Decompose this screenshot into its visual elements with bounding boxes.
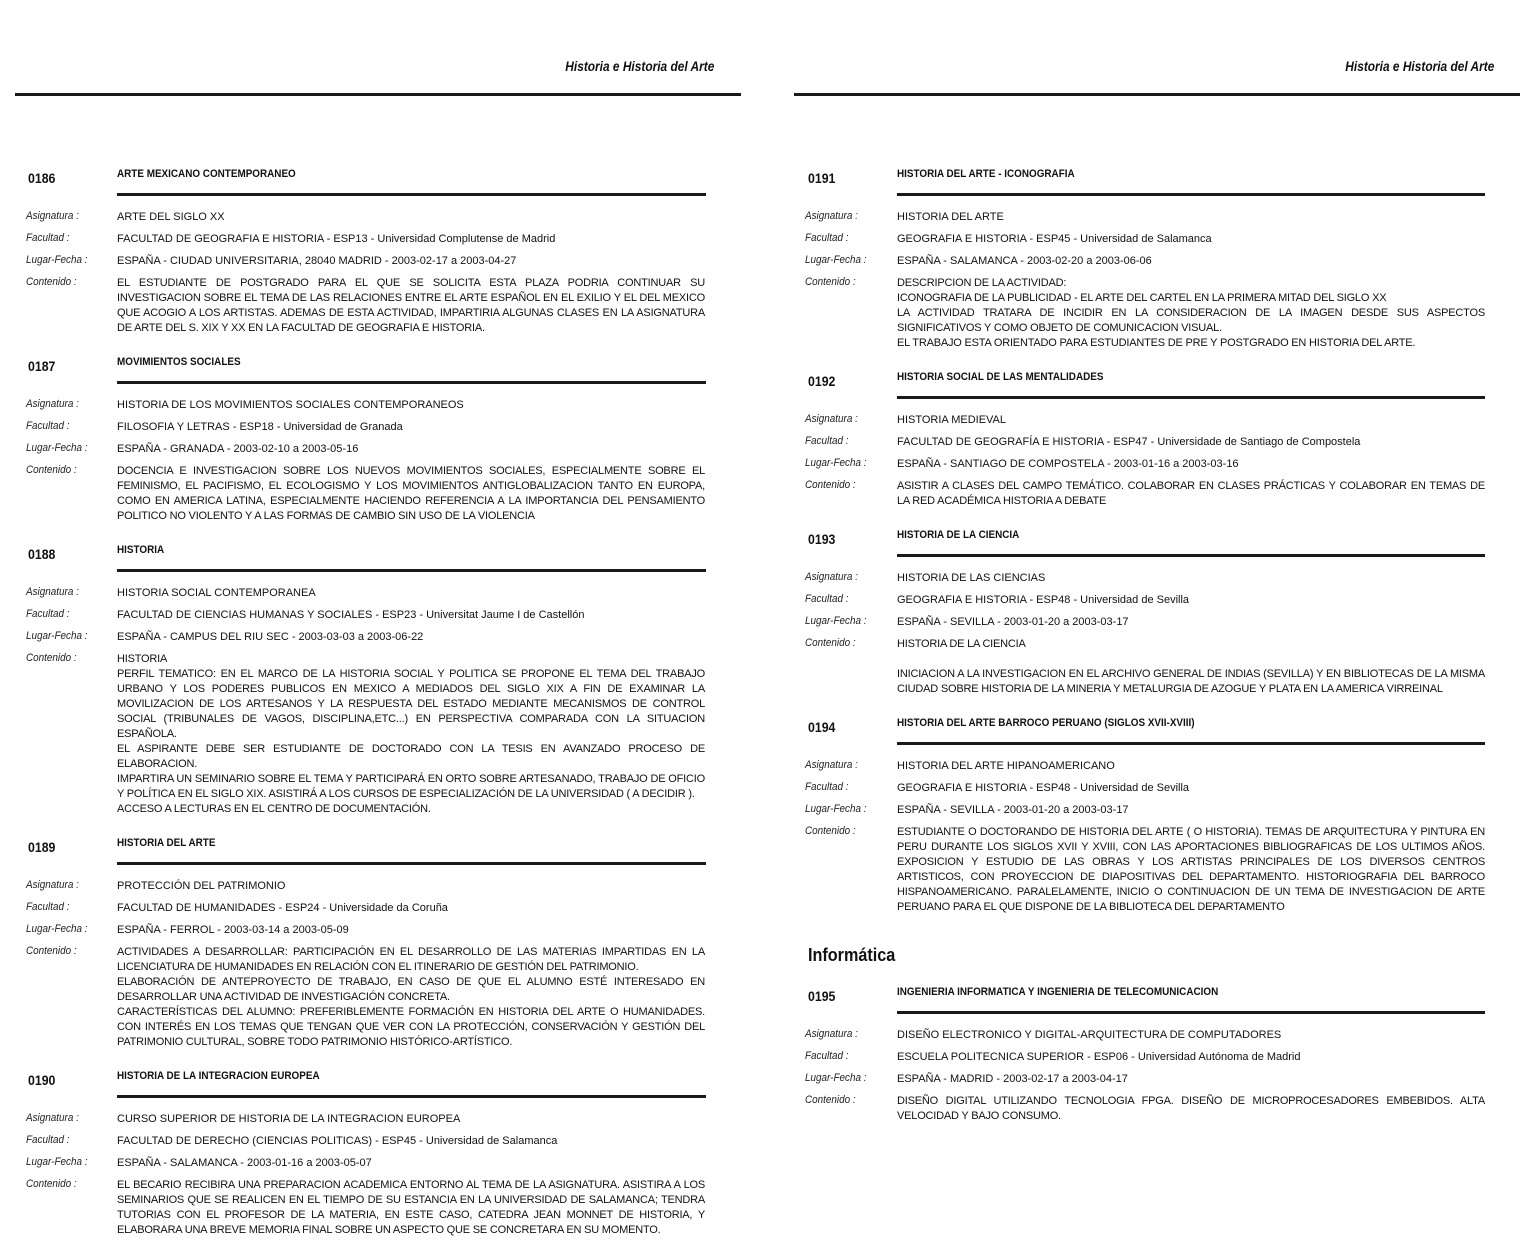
lugar-fecha-value: ESPAÑA - SEVILLA - 2003-01-20 a 2003-03-17 [897,804,1129,816]
entry-rule [117,193,706,196]
asignatura-row [780,757,1532,779]
asignatura-value: HISTORIA DEL ARTE HIPANOAMERICANO [897,760,1115,772]
lugar-fecha-label: Lugar-Fecha : [805,803,867,815]
facultad-value: GEOGRAFIA E HISTORIA - ESP48 - Universidad de Sevilla [897,594,1190,606]
entry-title: HISTORIA DEL ARTE [117,837,216,849]
entry-number: 0192 [808,373,836,389]
facultad-label: Facultad : [805,232,849,244]
asignatura-row [0,208,766,230]
facultad-label: Facultad : [805,1050,849,1062]
contenido-label: Contenido : [26,1178,77,1190]
facultad-label: Facultad : [805,781,849,793]
right-header-rule [794,93,1520,96]
facultad-value: FILOSOFIA Y LETRAS - ESP18 - Universidad de Granada [117,421,403,433]
lugar-fecha-label: Lugar-Fecha : [26,630,88,642]
asignatura-label: Asignatura : [26,1112,79,1124]
right-entries [780,166,1532,1142]
asignatura-value: HISTORIA DE LOS MOVIMIENTOS SOCIALES CONTEMPORANEOS [117,399,464,411]
entry-body [780,411,1532,509]
contenido-label: Contenido : [805,1094,856,1106]
contenido-value: DESCRIPCION DE LA ACTIVIDAD: ICONOGRAFIA DE LA PUBLICIDAD - EL ARTE DEL CARTEL EN LA PRIMERA MITAD DEL SIGLO XX LA ACTIVIDAD TRATARA DE INCIDIR EN LA CONSIDERACION DE LA IMAGEN DESDE SUS ASPECTOS SIGNIFICATIVOS Y COMO OBJETO DE COMUNICACION VISUAL. EL TRABAJO ESTA ORIENTADO PARA ESTUDIANTES DE PRE Y POSTGRADO EN HISTORIA DEL ARTE. [897,277,1485,349]
facultad-row [0,1132,766,1154]
lugar-fecha-row [0,252,766,274]
facultad-value: GEOGRAFIA E HISTORIA - ESP45 - Universidad de Salamanca [897,233,1212,245]
asignatura-value: DISEÑO ELECTRONICO Y DIGITAL-ARQUITECTURA DE COMPUTADORES [897,1029,1282,1041]
facultad-label: Facultad : [805,593,849,605]
entry-title: HISTORIA DE LA CIENCIA [897,529,1020,541]
entry-title: HISTORIA [117,544,165,556]
entry [0,1068,766,1238]
entry-title: ARTE MEXICANO CONTEMPORANEO [117,168,296,180]
entry-body [0,1110,766,1238]
right-page [780,0,1532,1238]
asignatura-row [780,569,1532,591]
lugar-fecha-label: Lugar-Fecha : [805,615,867,627]
contenido-row [0,943,766,1050]
contenido-value: HISTORIA PERFIL TEMATICO: EN EL MARCO DE LA HISTORIA SOCIAL Y POLITICA SE PROPONE EL TEMA DEL TRABAJO URBANO Y LOS PODERES PUBLICOS EN MEXICO A MEDIADOS DEL SIGLO XIX A FIN DE EXAMINAR LA MOVILIZACION DE LOS ARTESANOS Y LA RESPUESTA DEL ESTADO MEDIANTE MECANISMOS DE CONTROL SOCIAL (TRIBUNALES DE VAGOS, DISCIPLINA,ETC...) EN PERSPECTIVA COMPARADA CON LA SITUACION ESPAÑOLA. EL ASPIRANTE DEBE SER ESTUDIANTE DE DOCTORADO CON LA TESIS EN AVANZADO PROCESO DE ELABORACION. IMPARTIRA UN SEMINARIO SOBRE EL TEMA Y PARTICIPARÁ EN ORTO SOBRE ARTESANADO, TRABAJO DE OFICIO Y POLÍTICA EN EL SIGLO XIX. ASISTIRÁ A LOS CURSOS DE ESPECIALIZACIÓN DE LA UNIVERSIDAD ( A DECIDIR ). ACCESO A LECTURAS EN EL CENTRO DE DOCUMENTACIÓN. [117,653,705,815]
lugar-fecha-row [780,252,1532,274]
entry-rule [897,396,1485,399]
entry-body [0,584,766,817]
asignatura-value: PROTECCIÓN DEL PATRIMONIO [117,880,286,892]
entry-header [780,369,1532,399]
left-header-rule [15,93,741,96]
lugar-fecha-row [0,921,766,943]
contenido-value: DOCENCIA E INVESTIGACION SOBRE LOS NUEVOS MOVIMIENTOS SOCIALES, ESPECIALMENTE SOBRE EL FEMINISMO, EL PACIFISMO, EL ECOLOGISMO Y LOS MOVIMIENTOS ANTIGLOBALIZACION TANTO EN EUROPA, COMO EN AMERICA LATINA, ESPECIALMENTE HACIENDO REFERENCIA A LA IMPORTANCIA DEL PENSAMIENTO POLITICO NO VIOLENTO Y A LAS FORMAS DE CAMBIO SIN USO DE LA VIOLENCIA [117,465,705,522]
entry-body [780,1026,1532,1124]
right-entries-list [780,166,1532,915]
contenido-row [780,823,1532,915]
asignatura-value: HISTORIA MEDIEVAL [897,414,1007,426]
entry-number: 0190 [28,1072,56,1088]
contenido-row [780,635,1532,697]
contenido-value: EL ESTUDIANTE DE POSTGRADO PARA EL QUE SE SOLICITA ESTA PLAZA PODRIA CONTINUAR SU INVESTIGACION SOBRE EL TEMA DE LAS RELACIONES ENTRE EL ARTE ESPAÑOL EN EL EXILIO Y EL DEL MEXICO QUE ACOGIO A LOS ARTISTAS. ADEMAS DE ESTA ACTIVIDAD, IMPARTIRIA ALGUNAS CLASES EN LA ASIGNATURA DE ARTE DEL S. XIX Y XX EN LA FACULTAD DE GEOGRAFIA E HISTORIA. [117,277,705,334]
contenido-row [0,274,766,336]
asignatura-value: HISTORIA SOCIAL CONTEMPORANEA [117,587,316,599]
lugar-fecha-value: ESPAÑA - CIUDAD UNIVERSITARIA, 28040 MADRID - 2003-02-17 a 2003-04-27 [117,255,517,267]
contenido-label: Contenido : [805,825,856,837]
asignatura-label: Asignatura : [805,571,858,583]
entry-title: HISTORIA DEL ARTE BARROCO PERUANO (SIGLOS XVII-XVIII) [897,717,1195,729]
asignatura-row [780,1026,1532,1048]
contenido-label: Contenido : [26,652,77,664]
entry-number: 0194 [808,719,836,735]
facultad-row [780,230,1532,252]
asignatura-label: Asignatura : [805,759,858,771]
facultad-label: Facultad : [26,608,70,620]
facultad-row [780,1048,1532,1070]
lugar-fecha-row [780,1070,1532,1092]
lugar-fecha-row [780,455,1532,477]
contenido-row [780,274,1532,351]
entry-body [780,569,1532,697]
section-title: Informática [808,945,896,965]
entry-title: INGENIERIA INFORMATICA Y INGENIERIA DE TELECOMUNICACION [897,986,1219,998]
asignatura-value: HISTORIA DEL ARTE [897,211,1004,223]
entry-header [780,715,1532,745]
facultad-value: FACULTAD DE GEOGRAFIA E HISTORIA - ESP13 - Universidad Complutense de Madrid [117,233,556,245]
facultad-label: Facultad : [26,1134,70,1146]
facultad-value: GEOGRAFIA E HISTORIA - ESP48 - Universidad de Sevilla [897,782,1190,794]
asignatura-value: HISTORIA DE LAS CIENCIAS [897,572,1046,584]
lugar-fecha-row [0,440,766,462]
asignatura-label: Asignatura : [805,1028,858,1040]
facultad-value: ESCUELA POLITECNICA SUPERIOR - ESP06 - Universidad Autónoma de Madrid [897,1051,1301,1063]
asignatura-label: Asignatura : [26,210,79,222]
lugar-fecha-value: ESPAÑA - SALAMANCA - 2003-02-20 a 2003-06-06 [897,255,1152,267]
entry-rule [117,569,706,572]
entry [0,835,766,1050]
entry [0,354,766,524]
asignatura-label: Asignatura : [26,879,79,891]
lugar-fecha-value: ESPAÑA - GRANADA - 2003-02-10 a 2003-05-16 [117,443,359,455]
entry-title: HISTORIA DE LA INTEGRACION EUROPEA [117,1070,320,1082]
facultad-row [780,591,1532,613]
entry-number: 0193 [808,531,836,547]
lugar-fecha-label: Lugar-Fecha : [26,1156,88,1168]
entry-title: HISTORIA DEL ARTE - ICONOGRAFIA [897,168,1075,180]
facultad-row [0,230,766,252]
entry-header [0,835,766,865]
entry-header [780,984,1532,1014]
entry [780,715,1532,915]
facultad-label: Facultad : [26,901,70,913]
entry-body [0,877,766,1050]
facultad-value: FACULTAD DE GEOGRAFÍA E HISTORIA - ESP47 - Universidade de Santiago de Compostela [897,436,1361,448]
asignatura-row [780,411,1532,433]
facultad-value: FACULTAD DE DERECHO (CIENCIAS POLITICAS) - ESP45 - Universidad de Salamanca [117,1135,558,1147]
facultad-label: Facultad : [26,420,70,432]
contenido-row [0,650,766,817]
asignatura-label: Asignatura : [805,210,858,222]
left-page [0,0,766,1238]
asignatura-label: Asignatura : [26,398,79,410]
entry-rule [897,1011,1485,1014]
contenido-label: Contenido : [26,945,77,957]
contenido-value: ACTIVIDADES A DESARROLLAR: PARTICIPACIÓN EN EL DESARROLLO DE LAS MATERIAS IMPARTIDAS EN LA LICENCIATURA DE HUMANIDADES EN RELACIÓN CON EL ITINERARIO DE GESTIÓN DEL PATRIMONIO. ELABORACIÓN DE ANTEPROYECTO DE TRABAJO, EN CASO DE QUE EL ALUMNO ESTÉ INTERESADO EN DESARROLLAR UNA ACTIVIDAD DE INVESTIGACIÓN CONCRETA. CARACTERÍSTICAS DEL ALUMNO: PREFERIBLEMENTE FORMACIÓN EN HISTORIA DEL ARTE O HUMANIDADES. CON INTERÉS EN LOS TEMAS QUE TENGAN QUE VER CON LA PROTECCIÓN, CONSERVACIÓN Y GESTIÓN DEL PATRIMONIO CULTURAL, SOBRE TODO PATRIMONIO HISTÓRICO-ARTÍSTICO. [117,946,705,1048]
contenido-value: DISEÑO DIGITAL UTILIZANDO TECNOLOGIA FPGA. DISEÑO DE MICROPROCESADORES EMBEBIDOS. ALTA VELOCIDAD Y BAJO CONSUMO. [897,1095,1485,1122]
contenido-value: HISTORIA DE LA CIENCIA INICIACION A LA INVESTIGACION EN EL ARCHIVO GENERAL DE INDIAS (SEVILLA) Y EN BIBLIOTECAS DE LA MISMA CIUDAD SOBRE HISTORIA DE LA MINERIA Y METALURGIA DE AZOGUE Y PLATA EN LA AMERICA VIRREINAL [897,638,1485,695]
entry-rule [117,1095,706,1098]
entry [780,527,1532,697]
facultad-row [780,433,1532,455]
entry [0,542,766,817]
entry [0,166,766,336]
facultad-row [0,418,766,440]
lugar-fecha-value: ESPAÑA - FERROL - 2003-03-14 a 2003-05-09 [117,924,349,936]
asignatura-row [780,208,1532,230]
contenido-label: Contenido : [805,479,856,491]
contenido-row [780,477,1532,509]
asignatura-row [0,877,766,899]
entry-number: 0188 [28,546,56,562]
entry-number: 0189 [28,839,56,855]
entry-title: MOVIMIENTOS SOCIALES [117,356,241,368]
section-entries-list [780,984,1532,1124]
contenido-label: Contenido : [805,276,856,288]
contenido-label: Contenido : [26,464,77,476]
lugar-fecha-row [0,628,766,650]
asignatura-value: CURSO SUPERIOR DE HISTORIA DE LA INTEGRACION EUROPEA [117,1113,461,1125]
contenido-row [780,1092,1532,1124]
lugar-fecha-value: ESPAÑA - MADRID - 2003-02-17 a 2003-04-17 [897,1073,1128,1085]
facultad-row [0,899,766,921]
entry-number: 0195 [808,988,836,1004]
lugar-fecha-row [0,1154,766,1176]
lugar-fecha-value: ESPAÑA - SEVILLA - 2003-01-20 a 2003-03-17 [897,616,1129,628]
lugar-fecha-label: Lugar-Fecha : [26,254,88,266]
lugar-fecha-value: ESPAÑA - SALAMANCA - 2003-01-16 a 2003-05-07 [117,1157,372,1169]
lugar-fecha-label: Lugar-Fecha : [26,923,88,935]
lugar-fecha-row [780,613,1532,635]
entry-body [0,208,766,336]
asignatura-label: Asignatura : [26,586,79,598]
left-entries [0,166,766,1256]
asignatura-value: ARTE DEL SIGLO XX [117,211,225,223]
contenido-row [0,1176,766,1238]
facultad-value: FACULTAD DE HUMANIDADES - ESP24 - Universidade da Coruña [117,902,448,914]
asignatura-row [0,1110,766,1132]
lugar-fecha-label: Lugar-Fecha : [805,254,867,266]
entry [780,166,1532,351]
entry-rule [117,381,706,384]
entry-rule [897,742,1485,745]
entry-rule [117,862,706,865]
lugar-fecha-label: Lugar-Fecha : [805,1072,867,1084]
entry-header [0,542,766,572]
entry-header [780,166,1532,196]
facultad-value: FACULTAD DE CIENCIAS HUMANAS Y SOCIALES - ESP23 - Universitat Jaume I de Castellón [117,609,585,621]
facultad-label: Facultad : [26,232,70,244]
entry [780,984,1532,1124]
entry-body [780,208,1532,351]
right-page-header: Historia e Historia del Arte [1344,58,1494,74]
entry-body [0,396,766,524]
facultad-row [780,779,1532,801]
contenido-label: Contenido : [26,276,77,288]
contenido-value: ASISTIR A CLASES DEL CAMPO TEMÁTICO. COLABORAR EN CLASES PRÁCTICAS Y COLABORAR EN TEMAS DE LA RED ACADÉMICA HISTORIA A DEBATE [897,480,1485,507]
entry-header [0,354,766,384]
lugar-fecha-label: Lugar-Fecha : [26,442,88,454]
entry-rule [897,193,1485,196]
entry-header [0,1068,766,1098]
lugar-fecha-value: ESPAÑA - SANTIAGO DE COMPOSTELA - 2003-01-16 a 2003-03-16 [897,458,1239,470]
entry-title: HISTORIA SOCIAL DE LAS MENTALIDADES [897,371,1104,383]
entry-header [0,166,766,196]
entry-number: 0187 [28,358,56,374]
lugar-fecha-row [780,801,1532,823]
contenido-value: EL BECARIO RECIBIRA UNA PREPARACION ACADEMICA ENTORNO AL TEMA DE LA ASIGNATURA. ASISTIRA A LOS SEMINARIOS QUE SE REALICEN EN EL TIEMPO DE SU ESTANCIA EN LA UNIVERSIDAD DE SALAMANCA; TENDRA TUTORIAS CON EL PROFESOR DE LA MATERIA, EN ESTE CASO, CATEDRA JEAN MONNET DE HISTORIA, Y ELABORARA UNA BREVE MEMORIA FINAL SOBRE UN ASPECTO QUE SE CONCRETARA EN SU MOMENTO. [117,1179,705,1236]
facultad-label: Facultad : [805,435,849,447]
contenido-label: Contenido : [805,637,856,649]
entry-number: 0186 [28,170,56,186]
asignatura-row [0,584,766,606]
entry-rule [897,554,1485,557]
asignatura-label: Asignatura : [805,413,858,425]
entry [780,369,1532,509]
facultad-row [0,606,766,628]
lugar-fecha-value: ESPAÑA - CAMPUS DEL RIU SEC - 2003-03-03 a 2003-06-22 [117,631,424,643]
contenido-row [0,462,766,524]
entry-body [780,757,1532,915]
entry-number: 0191 [808,170,836,186]
lugar-fecha-label: Lugar-Fecha : [805,457,867,469]
contenido-value: ESTUDIANTE O DOCTORANDO DE HISTORIA DEL ARTE ( O HISTORIA). TEMAS DE ARQUITECTURA Y PINTURA EN PERU DURANTE LOS SIGLOS XVII Y XVIII, CON LAS APORTACIONES BIBLIOGRAFICAS DE LOS ULTIMOS AÑOS. EXPOSICION Y ESTUDIO DE LAS OBRAS Y LOS ARTISTAS PRINCIPALES DE LOS DIVERSOS CENTROS ARTISTICOS, CON PROYECCION DE DIAPOSITIVAS DEL DEPARTAMENTO. HISTORIOGRAFIA DEL BARROCO HISPANOAMERICANO. PARALELAMENTE, INICIO O CONTINUACION DE UN TEMA DE INVESTIGACION DE ARTE PERUANO PARA EL QUE DISPONE DE LA BIBLIOTECA DEL DEPARTAMENTO [897,826,1485,913]
entry-header [780,527,1532,557]
asignatura-row [0,396,766,418]
left-page-header: Historia e Historia del Arte [564,58,714,74]
